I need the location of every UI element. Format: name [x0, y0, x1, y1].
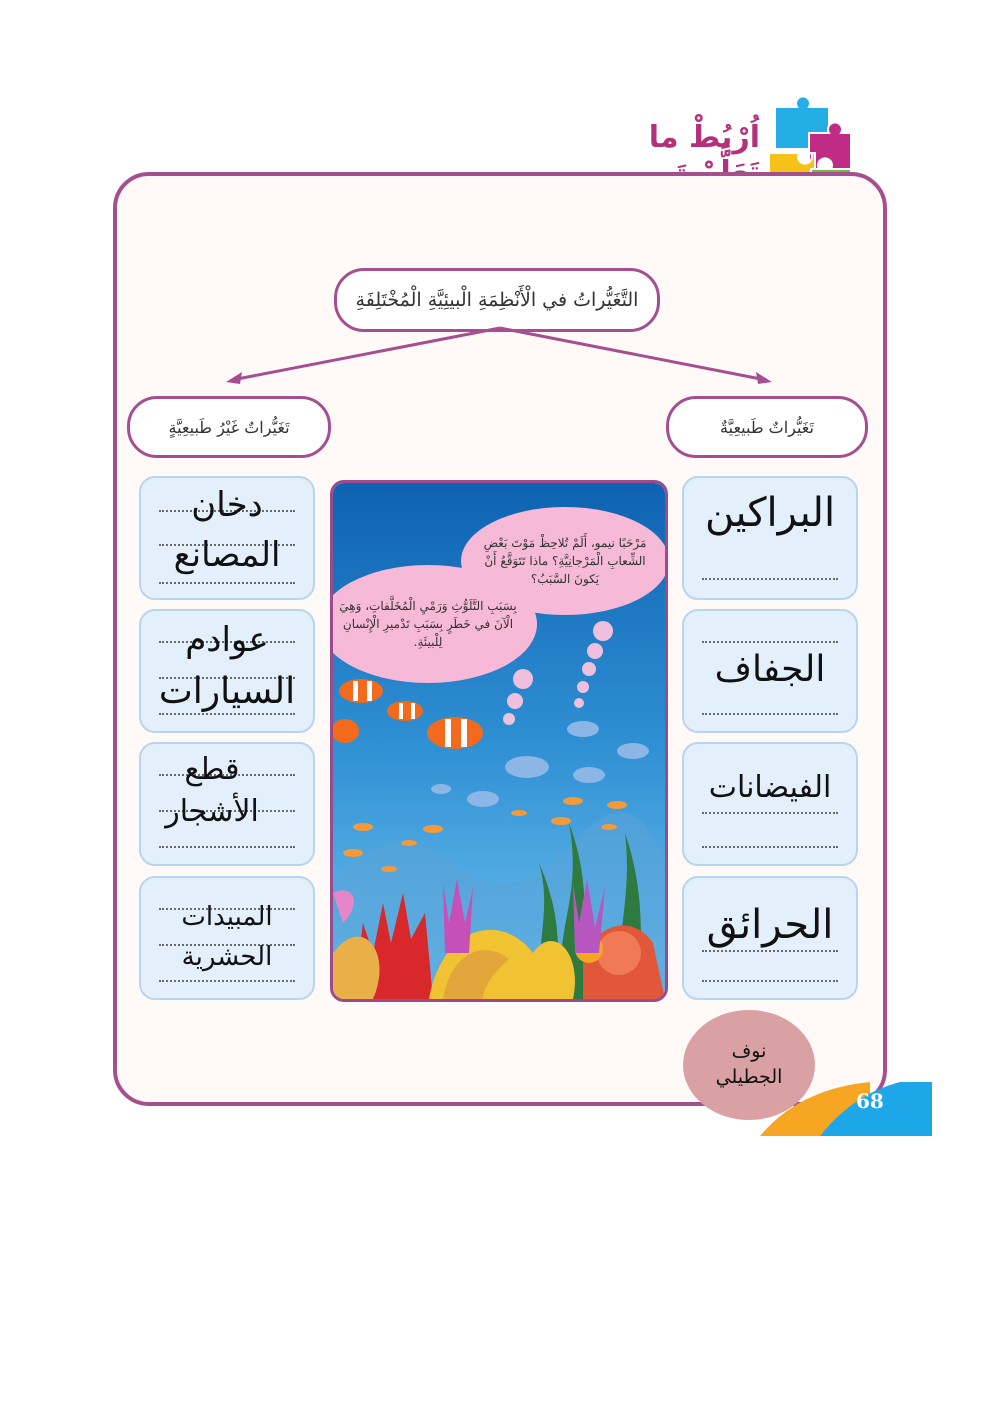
answer-box-unnatural-2[interactable] [139, 609, 315, 733]
answer-text-line1: قطع [184, 752, 240, 787]
page-title: اُرْبُطْ ما [648, 120, 760, 155]
natural-changes-heading: تَغَيُّراتٌ طَبيعِيَّةٌ [666, 396, 868, 458]
student-first-name: نوف [731, 1040, 767, 1063]
answer-text-line2: الحشرية [181, 942, 273, 972]
answer-text-line1: عوادم [185, 620, 269, 660]
answer-box-unnatural-1[interactable] [139, 476, 315, 600]
student-last-name: الجطيلي [715, 1066, 783, 1088]
page-corner-decoration [760, 1076, 932, 1136]
main-topic: التَّغَيُّراتُ في الْأَنْظِمَةِ الْبيئِيَّةِ الْمُخْتَلِفَةِ [334, 268, 660, 332]
speech-bubble-answer: بِسَبَبِ التَّلَوُّثِ وَرَمْيِ الْمُخَلَّفاتِ، وَهِيَ الْآنَ في خَطَرٍ بِسَبَبِ تَدْميرِ الْإِنْسانِ لِلْبيئَةِ. [330, 565, 537, 683]
answer-box-natural-2[interactable] [682, 609, 858, 733]
answer-box-unnatural-3[interactable] [139, 742, 315, 866]
answer-text: الجفاف [714, 649, 826, 690]
answer-text-line2: المصانع [173, 535, 281, 575]
page-number: 68 [856, 1089, 884, 1113]
answer-text: الفيضانات [708, 770, 832, 805]
answer-text-line1: المبيدات [181, 902, 273, 932]
answer-text-line2: الأشجار [165, 794, 259, 829]
answer-text-line1: دخان [191, 485, 263, 525]
answer-text: الحرائق [706, 902, 834, 948]
coral-reef-illustration [330, 480, 668, 1002]
answer-box-natural-4[interactable] [682, 876, 858, 1000]
answer-box-unnatural-4[interactable] [139, 876, 315, 1000]
answer-text-line2: السيارات [158, 671, 296, 712]
answer-box-natural-1[interactable] [682, 476, 858, 600]
branch-arrows [220, 324, 780, 390]
answer-box-natural-3[interactable] [682, 742, 858, 866]
unnatural-changes-heading: تَغَيُّراتٌ غَيْرُ طَبيعِيَّةٍ [127, 396, 331, 458]
speech-bubble-question: مَرْحَبًا نيمو، أَلَمْ تُلاحِظْ مَوْتَ بَعْضِ الشِّعابِ الْمَرْجانِيَّةِ؟ ماذا تَتَوَقَّعُ أَنْ يَكونَ السَّبَبُ؟ [461, 507, 668, 615]
answer-text: البراكين [704, 490, 836, 536]
